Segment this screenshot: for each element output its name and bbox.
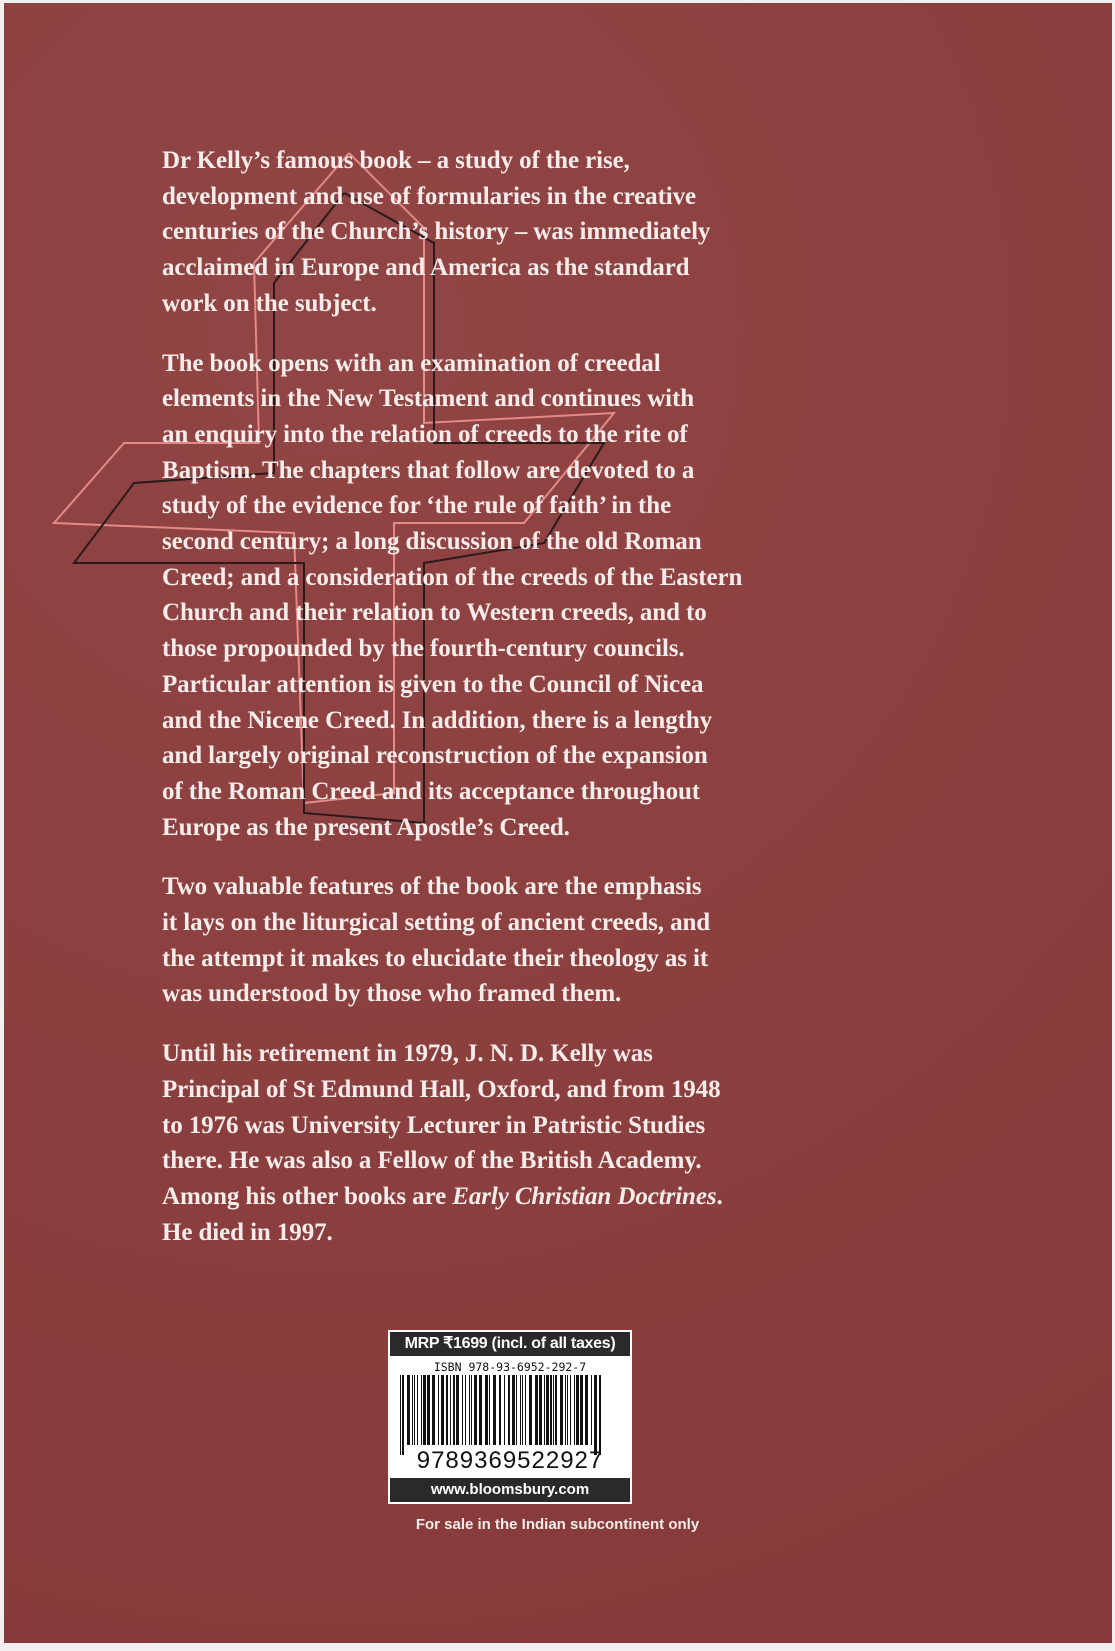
barcode-bar bbox=[504, 1375, 505, 1445]
barcode-bar bbox=[565, 1375, 566, 1445]
text-line: those propounded by the fourth-century councils. bbox=[162, 635, 685, 663]
barcode-bar bbox=[453, 1375, 455, 1445]
barcode-bar bbox=[417, 1375, 418, 1445]
text-line bbox=[162, 1179, 962, 1215]
barcode-bar bbox=[414, 1375, 415, 1445]
barcode-bar bbox=[535, 1375, 538, 1445]
sale-territory-note: For sale in the Indian subcontinent only bbox=[415, 1516, 700, 1533]
barcode-bar bbox=[508, 1375, 510, 1445]
text-line: work on the subject. bbox=[162, 289, 377, 317]
barcode-bar bbox=[525, 1375, 526, 1445]
paragraph-1 bbox=[162, 143, 962, 322]
barcode-bar bbox=[474, 1375, 477, 1445]
barcode-bar bbox=[421, 1375, 422, 1445]
text-line: Particular attention is given to the Council of Nicea bbox=[162, 670, 704, 698]
text-line: Two valuable features of the book are the emphasis bbox=[162, 873, 702, 901]
text-run: Among his other books are bbox=[162, 1182, 453, 1210]
paragraph-3 bbox=[162, 869, 962, 1012]
text-line: study of the evidence for ‘the rule of faith’ in the bbox=[162, 492, 672, 520]
text-line: of the Roman Creed and its acceptance throughout bbox=[162, 777, 701, 805]
barcode-bar bbox=[546, 1375, 549, 1445]
barcode-bar bbox=[423, 1375, 426, 1445]
barcode-bar bbox=[594, 1375, 597, 1455]
author-name: J. N. D. Kelly bbox=[465, 1040, 607, 1068]
text-line: The book opens with an examination of creedal bbox=[162, 349, 661, 377]
barcode-bar bbox=[462, 1375, 463, 1445]
barcode-bar bbox=[585, 1375, 588, 1445]
barcode-bar bbox=[599, 1375, 601, 1455]
barcode-bar bbox=[441, 1375, 444, 1445]
text-line: Creed; and a consideration of the creeds of the Eastern bbox=[162, 563, 743, 591]
text-run: . bbox=[716, 1182, 723, 1210]
barcode-bar bbox=[456, 1375, 459, 1445]
barcode-bar bbox=[407, 1375, 410, 1445]
text-line: it lays on the liturgical setting of ancient creeds, and bbox=[162, 909, 711, 937]
text-line: was understood by those who framed them. bbox=[162, 980, 622, 1008]
barcode-bar bbox=[432, 1375, 435, 1445]
text-run: was bbox=[606, 1040, 653, 1068]
barcode-bar bbox=[471, 1375, 472, 1445]
isbn-number: ISBN 978-93-6952-292-7 bbox=[433, 1360, 587, 1374]
barcode-bar bbox=[580, 1375, 583, 1445]
barcode-bar bbox=[512, 1375, 515, 1445]
barcode-bar bbox=[499, 1375, 501, 1445]
text-line: second century; a long discussion of the old Roman bbox=[162, 528, 702, 556]
barcode-bar bbox=[427, 1375, 430, 1445]
text-line: Europe as the present Apostle’s Creed. bbox=[162, 813, 570, 841]
book-title: Early Christian Doctrines bbox=[452, 1182, 717, 1210]
barcode-bar bbox=[574, 1375, 575, 1445]
barcode-bar bbox=[560, 1375, 563, 1445]
barcode-bar bbox=[591, 1375, 592, 1445]
barcode-bar bbox=[555, 1375, 557, 1445]
barcode-bar bbox=[402, 1375, 404, 1455]
text-line: an enquiry into the relation of creeds to the rite of bbox=[162, 420, 688, 448]
text-line: centuries of the Church’s history – was immediately bbox=[162, 218, 711, 246]
barcode-bar bbox=[529, 1375, 532, 1445]
text-line: development and use of formularies in the creative bbox=[162, 182, 697, 210]
text-line: acclaimed in Europe and America as the standard bbox=[162, 254, 690, 282]
barcode-bar bbox=[570, 1375, 571, 1445]
text-run: Until his retirement in 1979, bbox=[162, 1040, 466, 1068]
barcode-bar bbox=[489, 1375, 490, 1445]
text-line bbox=[162, 1036, 962, 1072]
barcode-bar bbox=[438, 1375, 439, 1445]
blurb-text bbox=[162, 143, 962, 1274]
price-barcode-label bbox=[388, 1330, 632, 1504]
barcode-bar bbox=[544, 1375, 545, 1445]
author-bio bbox=[162, 1036, 962, 1250]
text-line: Church and their relation to Western creeds, and to bbox=[162, 599, 707, 627]
barcode-bar bbox=[522, 1375, 523, 1445]
text-line: to 1976 was University Lecturer in Patristic Studies bbox=[162, 1111, 706, 1139]
barcode-bar bbox=[493, 1375, 496, 1445]
mrp-price: MRP ₹1699 (incl. of all taxes) bbox=[390, 1332, 630, 1356]
barcode-bar bbox=[576, 1375, 579, 1445]
barcode bbox=[398, 1375, 626, 1455]
barcode-bar bbox=[539, 1375, 542, 1445]
text-line: and the Nicene Creed. In addition, there is a lengthy bbox=[162, 706, 713, 734]
text-line: elements in the New Testament and continues with bbox=[162, 385, 695, 413]
barcode-bar bbox=[485, 1375, 488, 1445]
barcode-bar bbox=[446, 1375, 448, 1445]
barcode-digits: 9789369522927 bbox=[416, 1447, 604, 1474]
text-line: He died in 1997. bbox=[162, 1218, 333, 1246]
text-line: there. He was also a Fellow of the British Academy. bbox=[162, 1147, 702, 1175]
barcode-bar bbox=[567, 1375, 568, 1445]
barcode-bar bbox=[516, 1375, 517, 1445]
barcode-bar bbox=[469, 1375, 470, 1445]
text-line: Baptism. The chapters that follow are devoted to a bbox=[162, 456, 695, 484]
text-line: Dr Kelly’s famous book – a study of the rise, bbox=[162, 147, 630, 174]
barcode-bar bbox=[520, 1375, 521, 1445]
barcode-bar bbox=[550, 1375, 552, 1445]
barcode-bar bbox=[400, 1375, 401, 1455]
barcode-bar bbox=[553, 1375, 554, 1445]
barcode-bar bbox=[412, 1375, 413, 1445]
barcode-bar bbox=[450, 1375, 451, 1445]
text-line: Principal of St Edmund Hall, Oxford, and from 1948 bbox=[162, 1075, 721, 1103]
publisher-website: www.bloomsbury.com bbox=[390, 1478, 630, 1502]
barcode-bar bbox=[479, 1375, 482, 1445]
text-line: and largely original reconstruction of the expansion bbox=[162, 742, 708, 770]
barcode-bar bbox=[465, 1375, 466, 1445]
paragraph-2 bbox=[162, 346, 962, 846]
text-line: the attempt it makes to elucidate their theology as it bbox=[162, 944, 709, 972]
